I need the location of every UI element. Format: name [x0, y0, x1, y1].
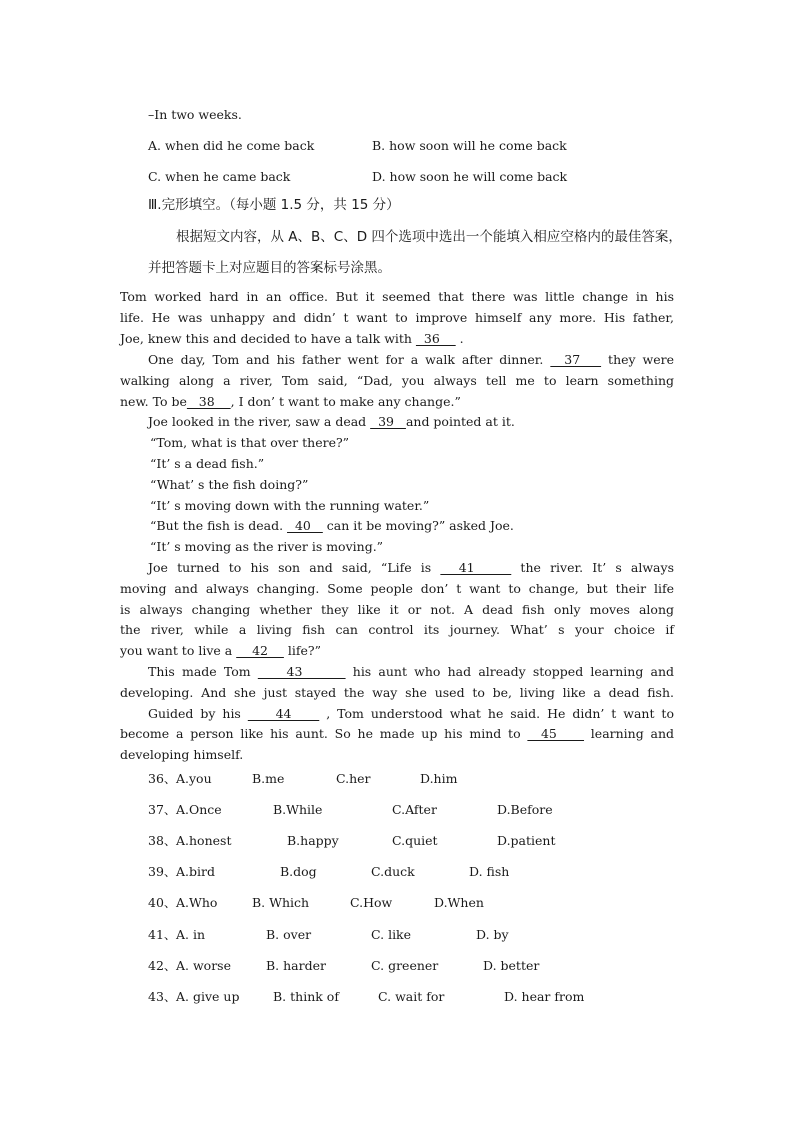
- passage-line: Joe, knew this and decided to have a talk with 36 .: [120, 331, 464, 346]
- passage-line: become a person like his aunt. So he made up his mind to 45 learning and: [120, 726, 675, 741]
- option-d: D. by: [476, 927, 509, 942]
- passage-line: One day, Tom and his father went for a walk after dinner. 37 they were: [148, 352, 675, 367]
- option-b: B.dog: [280, 864, 317, 879]
- option-d: D.When: [434, 895, 484, 910]
- option-b: B.happy: [287, 833, 339, 848]
- question-number: 40、: [148, 895, 177, 910]
- option-d: D.him: [420, 771, 458, 786]
- option-a: A.Once: [176, 802, 222, 817]
- prev-option-c: C. when he came back: [148, 169, 291, 184]
- question-number: 39、: [148, 864, 177, 879]
- dialogue-line: “It’ s moving as the river is moving.”: [150, 539, 384, 554]
- passage-line: life. He was unhappy and didn’ t want to improve himself any more. His father,: [120, 310, 674, 325]
- instruction-line-1: 根据短文内容，从 A、B、C、D 四个选项中选出一个能填入相应空格内的最佳答案，: [176, 229, 682, 245]
- dialogue-line: “But the fish is dead. 40 can it be moving?” asked Joe.: [150, 518, 514, 533]
- blank-44: 44: [247, 706, 320, 721]
- option-a: A.Who: [176, 895, 218, 910]
- option-c: C.How: [350, 895, 393, 910]
- option-b: B. harder: [266, 958, 326, 973]
- option-d: D. better: [483, 958, 540, 973]
- passage-line: walking along a river, Tom said, “Dad, you always tell me to learn something: [120, 373, 674, 388]
- question-number: 43、: [148, 989, 177, 1004]
- passage-line: you want to live a 42 life?”: [120, 643, 321, 658]
- dialogue-line: “It’ s a dead fish.”: [150, 456, 265, 471]
- passage-line: the river, while a living fish can control its journey. What’ s your choice if: [120, 622, 674, 637]
- option-b: B.While: [273, 802, 323, 817]
- prev-option-a: A. when did he come back: [148, 138, 315, 153]
- option-a: A. give up: [176, 989, 240, 1004]
- option-c: C.duck: [371, 864, 415, 879]
- prev-option-d: D. how soon he will come back: [372, 169, 568, 184]
- passage-line: is always changing whether they like it or not. A dead fish only moves along: [120, 602, 674, 617]
- passage-line: Joe turned to his son and said, “Life is 41 the river. It’ s always: [148, 560, 674, 575]
- option-a: A.bird: [176, 864, 215, 879]
- blank-36: 36: [415, 331, 456, 346]
- option-a: A. in: [176, 927, 206, 942]
- prev-option-b: B. how soon will he come back: [372, 138, 567, 153]
- dialogue-line: “Tom, what is that over there?”: [150, 435, 350, 450]
- passage-line: new. To be 38 , I don’ t want to make any change.”: [120, 394, 461, 409]
- dialogue-line: “What’ s the fish doing?”: [150, 477, 309, 492]
- option-b: B. over: [266, 927, 312, 942]
- passage-line: developing. And she just stayed the way she used to be, living like a dead fish.: [120, 685, 674, 700]
- option-c: C.quiet: [392, 833, 438, 848]
- option-a: A. worse: [176, 958, 231, 973]
- blank-39: 39: [370, 414, 406, 429]
- question-number: 36、: [148, 771, 177, 786]
- option-c: C. wait for: [378, 989, 445, 1004]
- passage-line: Joe looked in the river, saw a dead 39 and pointed at it.: [148, 414, 515, 429]
- question-number: 37、: [148, 802, 177, 817]
- previous-answer-line: –In two weeks.: [148, 107, 242, 122]
- option-a: A.honest: [176, 833, 232, 848]
- question-number: 38、: [148, 833, 177, 848]
- blank-43: 43: [257, 664, 346, 679]
- instruction-line-2: 并把答题卡上对应题目的答案标号涂黑。: [148, 260, 391, 276]
- blank-45: 45: [527, 726, 585, 741]
- option-b: B. think of: [273, 989, 339, 1004]
- passage-line: Guided by his 44 , Tom understood what he said. He didn’ t want to: [148, 706, 674, 721]
- section-title: Ⅲ.完形填空。（每小题 1.5 分，共 15 分）: [148, 197, 400, 213]
- option-c: C.After: [392, 802, 437, 817]
- blank-40: 40: [287, 518, 323, 533]
- question-number: 42、: [148, 958, 177, 973]
- option-d: D. fish: [469, 864, 510, 879]
- dialogue-line: “It’ s moving down with the running water.”: [150, 498, 430, 513]
- option-c: C.her: [336, 771, 371, 786]
- blank-42: 42: [236, 643, 284, 658]
- option-d: D.patient: [497, 833, 556, 848]
- blank-37: 37: [550, 352, 602, 367]
- blank-38: 38: [186, 394, 231, 409]
- blank-41: 41: [440, 560, 512, 575]
- option-c: C. like: [371, 927, 412, 942]
- option-b: B. Which: [252, 895, 310, 910]
- option-c: C. greener: [371, 958, 439, 973]
- option-d: D.Before: [497, 802, 553, 817]
- passage-line: moving and always changing. Some people don’ t want to change, but their life: [120, 581, 674, 596]
- passage-line: This made Tom 43 his aunt who had already stopped learning and: [148, 664, 675, 679]
- question-number: 41、: [148, 927, 177, 942]
- option-b: B.me: [252, 771, 285, 786]
- option-d: D. hear from: [504, 989, 585, 1004]
- passage-line: Tom worked hard in an office. But it seemed that there was little change in his: [120, 289, 674, 304]
- option-a: A.you: [176, 771, 212, 786]
- passage-line: developing himself.: [120, 747, 244, 762]
